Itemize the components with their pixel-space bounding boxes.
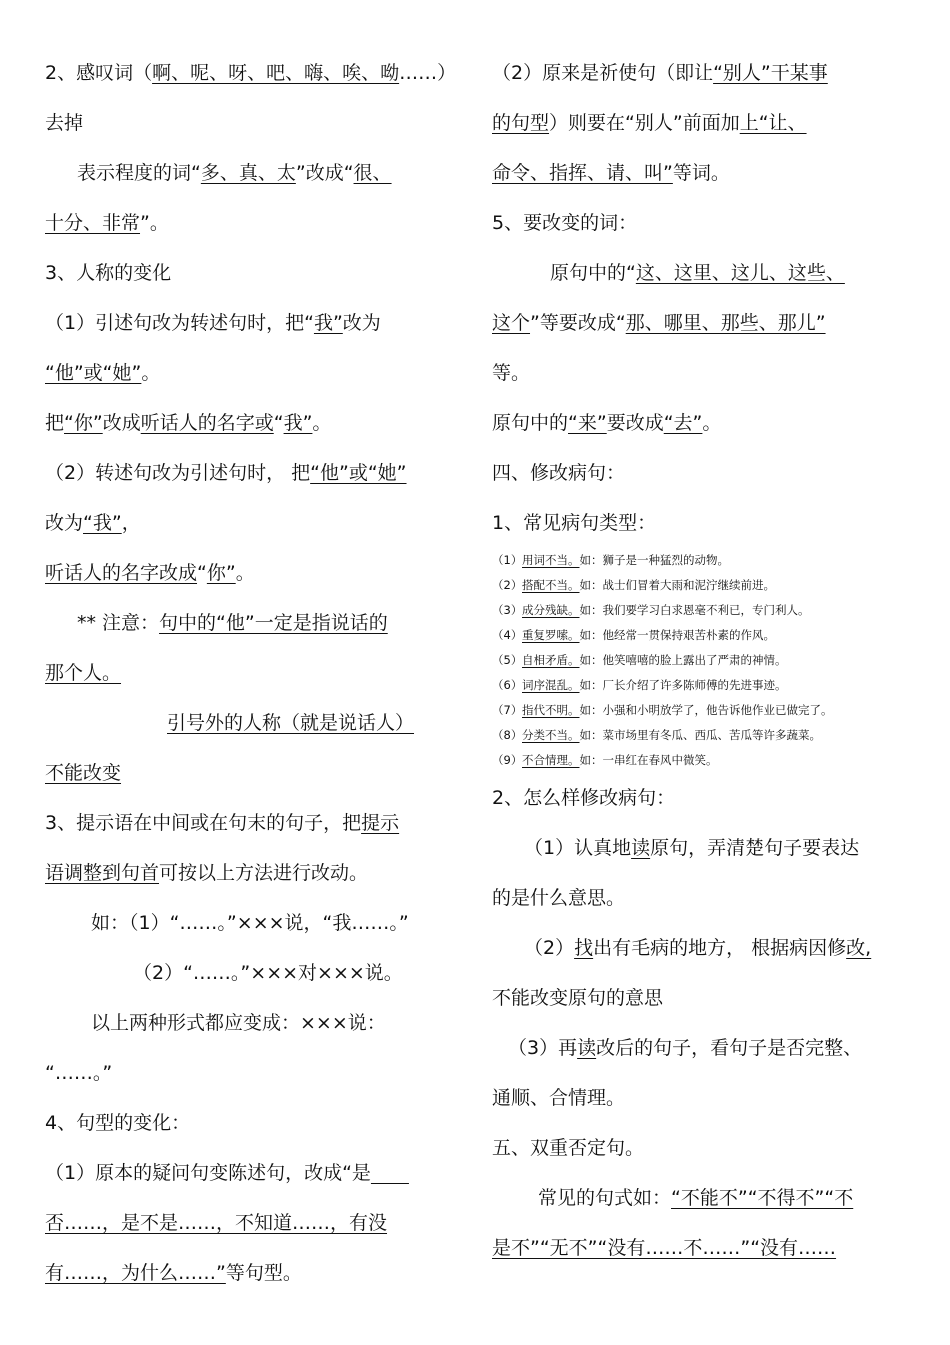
text: 表示程度的词“ xyxy=(77,162,201,184)
underlined-text: 那个人。 xyxy=(45,662,122,684)
underlined-text: 的句型 xyxy=(492,112,550,134)
text: 2、怎么样修改病句： xyxy=(492,787,676,809)
text: 可按以上方法进行改动。 xyxy=(159,862,369,884)
line-question-to-statement xyxy=(45,1148,457,1198)
line-rule-1-cont xyxy=(45,348,457,398)
underlined-text: 这、这里、这儿、这些、 xyxy=(635,262,845,284)
heading-sentence-type xyxy=(45,1098,457,1148)
item-number: （9） xyxy=(492,753,523,767)
text: 。 xyxy=(702,412,722,434)
text: 不能改变原句的意思 xyxy=(492,987,664,1009)
text: ”等要改成“ xyxy=(530,312,626,334)
item-number: （1） xyxy=(492,553,523,567)
line-question-to-statement-end xyxy=(45,1248,457,1298)
underlined-text: 听话人的名字或 xyxy=(140,412,274,434)
list-item xyxy=(492,598,904,623)
underlined-text: 否……，是不是……，不知道……，有没 xyxy=(45,1212,388,1234)
error-types-list xyxy=(492,548,904,773)
item-number: （2） xyxy=(492,578,523,592)
text: 常见的句式如： xyxy=(538,1187,672,1209)
text: （1）原本的疑问句变陈述句，改成“是 xyxy=(45,1162,371,1184)
line-imperative-cont xyxy=(492,98,904,148)
item-example: 如：他笑嘻嘻的脸上露出了严肃的神情。 xyxy=(579,653,787,667)
underlined-text: “他”或“她” xyxy=(310,462,407,484)
heading-how-to-fix xyxy=(492,773,904,823)
line-degree-words-cont xyxy=(45,198,457,248)
item-number: （4） xyxy=(492,628,523,642)
text: “ xyxy=(273,412,284,434)
item-example: 如：战士们冒着大雨和泥泞继续前进。 xyxy=(579,578,775,592)
underlined-text: 啊、呢、呀、吧、嗨、唉、呦 xyxy=(152,62,400,84)
underlined-text: 命令、指挥、请、叫” xyxy=(492,162,673,184)
underlined-text: “我” xyxy=(83,512,122,534)
text: 把 xyxy=(45,412,65,434)
underlined-text: 引号外的人称（就是说话人） xyxy=(167,712,415,734)
line-prompt-position xyxy=(45,798,457,848)
line-prompt-position-cont xyxy=(45,848,457,898)
heading-words-to-change xyxy=(492,198,904,248)
text: 去掉 xyxy=(45,112,84,134)
underlined-text: 那、哪里、那些、那儿” xyxy=(625,312,826,334)
text: 的是什么意思。 xyxy=(492,887,626,909)
text: 改为 xyxy=(45,512,84,534)
right-column xyxy=(492,48,904,1273)
text: ”。 xyxy=(140,212,169,234)
text: 5、要改变的词： xyxy=(492,212,638,234)
text: ”改成“ xyxy=(295,162,354,184)
list-item xyxy=(492,723,904,748)
line-example-1 xyxy=(45,898,457,948)
text: 等句型。 xyxy=(225,1262,302,1284)
item-example: 如：一串红在春风中微笑。 xyxy=(579,753,718,767)
text: 要改成 xyxy=(606,412,664,434)
line-cannot-change xyxy=(45,748,457,798)
line-note xyxy=(45,598,457,648)
text: （1）引述句改为转述句时，把“ xyxy=(45,312,314,334)
text: 。 xyxy=(235,562,255,584)
heading-person-change xyxy=(45,248,457,298)
text: 改成 xyxy=(102,412,141,434)
line-both-forms xyxy=(45,998,457,1048)
line-step-2 xyxy=(492,923,904,973)
underlined-text: “来” xyxy=(568,412,607,434)
text: “……。” xyxy=(45,1062,113,1084)
underlined-text: “不能不”“不得不”“不 xyxy=(671,1187,854,1209)
underlined-text: “别人”干某事 xyxy=(713,62,828,84)
underlined-text: 这个 xyxy=(492,312,531,334)
text: “ xyxy=(197,562,207,584)
line-remove xyxy=(45,98,457,148)
list-item xyxy=(492,548,904,573)
text: 等词。 xyxy=(672,162,730,184)
line-step-1-cont xyxy=(492,873,904,923)
text: 2、感叹词（ xyxy=(45,62,153,84)
line-step-3-cont xyxy=(492,1073,904,1123)
line-rule-2-you xyxy=(45,548,457,598)
item-label: 成分残缺。 xyxy=(522,603,580,617)
item-example: 如：厂长介绍了许多陈师傅的先进事迹。 xyxy=(579,678,787,692)
text: 等。 xyxy=(492,362,531,384)
item-number: （6） xyxy=(492,678,523,692)
text: 通顺、合情理。 xyxy=(492,1087,626,1109)
line-rule-2 xyxy=(45,448,457,498)
text: ， xyxy=(121,512,141,534)
line-rule-2-cont xyxy=(45,498,457,548)
text: 五、双重否定句。 xyxy=(492,1137,645,1159)
list-item xyxy=(492,673,904,698)
line-demonstratives-cont xyxy=(492,298,904,348)
line-degree-words xyxy=(45,148,457,198)
underlined-text: 是不”“无不”“没有……不……”“没有…… xyxy=(492,1237,837,1259)
underlined-text: “去” xyxy=(663,412,703,434)
item-label: 不合情理。 xyxy=(522,753,580,767)
item-example: 如：我们要学习白求恩毫不利已，专门利人。 xyxy=(579,603,810,617)
item-number: （7） xyxy=(492,703,523,717)
line-note-cont xyxy=(45,648,457,698)
line-rule-1 xyxy=(45,298,457,348)
line-imperative-end xyxy=(492,148,904,198)
item-example: 如：菜市场里有冬瓜、西瓜、苦瓜等许多蔬菜。 xyxy=(579,728,821,742)
underlined-text: “他”或“她” xyxy=(45,362,142,384)
underline-blank xyxy=(371,1162,409,1184)
line-demonstratives-end xyxy=(492,348,904,398)
text: 1、常见病句类型： xyxy=(492,512,657,534)
left-column xyxy=(45,48,457,1298)
line-come-go xyxy=(492,398,904,448)
underlined-text: 你” xyxy=(206,562,236,584)
text: （2）“……。”×××对×××说。 xyxy=(133,962,403,984)
list-item xyxy=(492,698,904,723)
text: （3）再 xyxy=(508,1037,578,1059)
underlined-text: 十分、非常 xyxy=(45,212,141,234)
underlined-text: 语调整到句首 xyxy=(45,862,160,884)
underlined-text: 句中的“他”一定是指说话的 xyxy=(159,612,388,634)
item-label: 用词不当。 xyxy=(522,553,580,567)
underlined-text: 找 xyxy=(574,937,594,959)
list-item xyxy=(492,648,904,673)
text: 。 xyxy=(312,412,332,434)
text: 如：（1）“……。”×××说，“我……。” xyxy=(91,912,409,934)
underlined-text: 读 xyxy=(577,1037,597,1059)
text: 改为 xyxy=(342,312,381,334)
list-item xyxy=(492,623,904,648)
text: （2） xyxy=(524,937,575,959)
underlined-text: 很、 xyxy=(353,162,392,184)
text: 4、句型的变化： xyxy=(45,1112,191,1134)
line-demonstratives xyxy=(492,248,904,298)
line-common-patterns xyxy=(492,1173,904,1223)
text: （2）原来是祈使句（即让 xyxy=(492,62,714,84)
text: （2）转述句改为引述句时， 把 xyxy=(45,462,311,484)
heading-double-negative xyxy=(492,1123,904,1173)
line-question-to-statement-cont xyxy=(45,1198,457,1248)
line-imperative xyxy=(492,48,904,98)
line-step-2-cont xyxy=(492,973,904,1023)
underlined-text: 提示 xyxy=(361,812,400,834)
underlined-text: 我” xyxy=(283,412,313,434)
heading-fix-sentences xyxy=(492,448,904,498)
underlined-text: 我” xyxy=(313,312,343,334)
underlined-text: 多、真、太 xyxy=(200,162,296,184)
text: ）则要在“别人”前面加 xyxy=(549,112,740,134)
list-item xyxy=(492,573,904,598)
list-item xyxy=(492,748,904,773)
text: 四、修改病句： xyxy=(492,462,626,484)
text: ……） xyxy=(399,62,457,84)
line-example-2 xyxy=(45,948,457,998)
item-label: 分类不当。 xyxy=(522,728,580,742)
item-label: 重复罗嗦。 xyxy=(522,628,580,642)
text: 原句中的 xyxy=(492,412,569,434)
item-number: （3） xyxy=(492,603,523,617)
item-label: 搭配不当。 xyxy=(522,578,580,592)
underlined-text: 上“让、 xyxy=(739,112,807,134)
line-interjection xyxy=(45,48,457,98)
underlined-text: 有……，为什么……” xyxy=(45,1262,226,1284)
text: 3、提示语在中间或在句末的句子，把 xyxy=(45,812,362,834)
text: 。 xyxy=(141,362,161,384)
text: 以上两种形式都应变成：×××说： xyxy=(91,1012,386,1034)
line-common-patterns-cont xyxy=(492,1223,904,1273)
item-label: 自相矛盾。 xyxy=(522,653,580,667)
item-example: 如：小强和小明放学了，他告诉他作业已做完了。 xyxy=(579,703,833,717)
text: 出有毛病的地方， 根据病因修 xyxy=(593,937,847,959)
line-step-3 xyxy=(492,1023,904,1073)
text: ** 注意： xyxy=(77,612,160,634)
text: 改后的句子，看句子是否完整、 xyxy=(596,1037,863,1059)
line-rule-1-you xyxy=(45,398,457,448)
line-step-1 xyxy=(492,823,904,873)
text: （1）认真地 xyxy=(524,837,632,859)
item-number: （5） xyxy=(492,653,523,667)
underlined-text: 读 xyxy=(631,837,651,859)
item-label: 词序混乱。 xyxy=(522,678,580,692)
text: 原句，弄清楚句子要表达 xyxy=(650,837,860,859)
item-number: （8） xyxy=(492,728,523,742)
underlined-text: 听话人的名字改成 xyxy=(45,562,198,584)
line-quote-person xyxy=(45,698,457,748)
line-both-forms-cont xyxy=(45,1048,457,1098)
item-example: 如：他经常一贯保持艰苦朴素的作风。 xyxy=(579,628,775,642)
underlined-text: 不能改变 xyxy=(45,762,122,784)
text: 原句中的“ xyxy=(550,262,636,284)
item-label: 指代不明。 xyxy=(522,703,580,717)
item-example: 如：狮子是一种猛烈的动物。 xyxy=(579,553,729,567)
text: 3、人称的变化 xyxy=(45,262,172,284)
underlined-text: “你” xyxy=(64,412,103,434)
heading-error-types xyxy=(492,498,904,548)
underlined-text: 改, xyxy=(846,937,872,959)
